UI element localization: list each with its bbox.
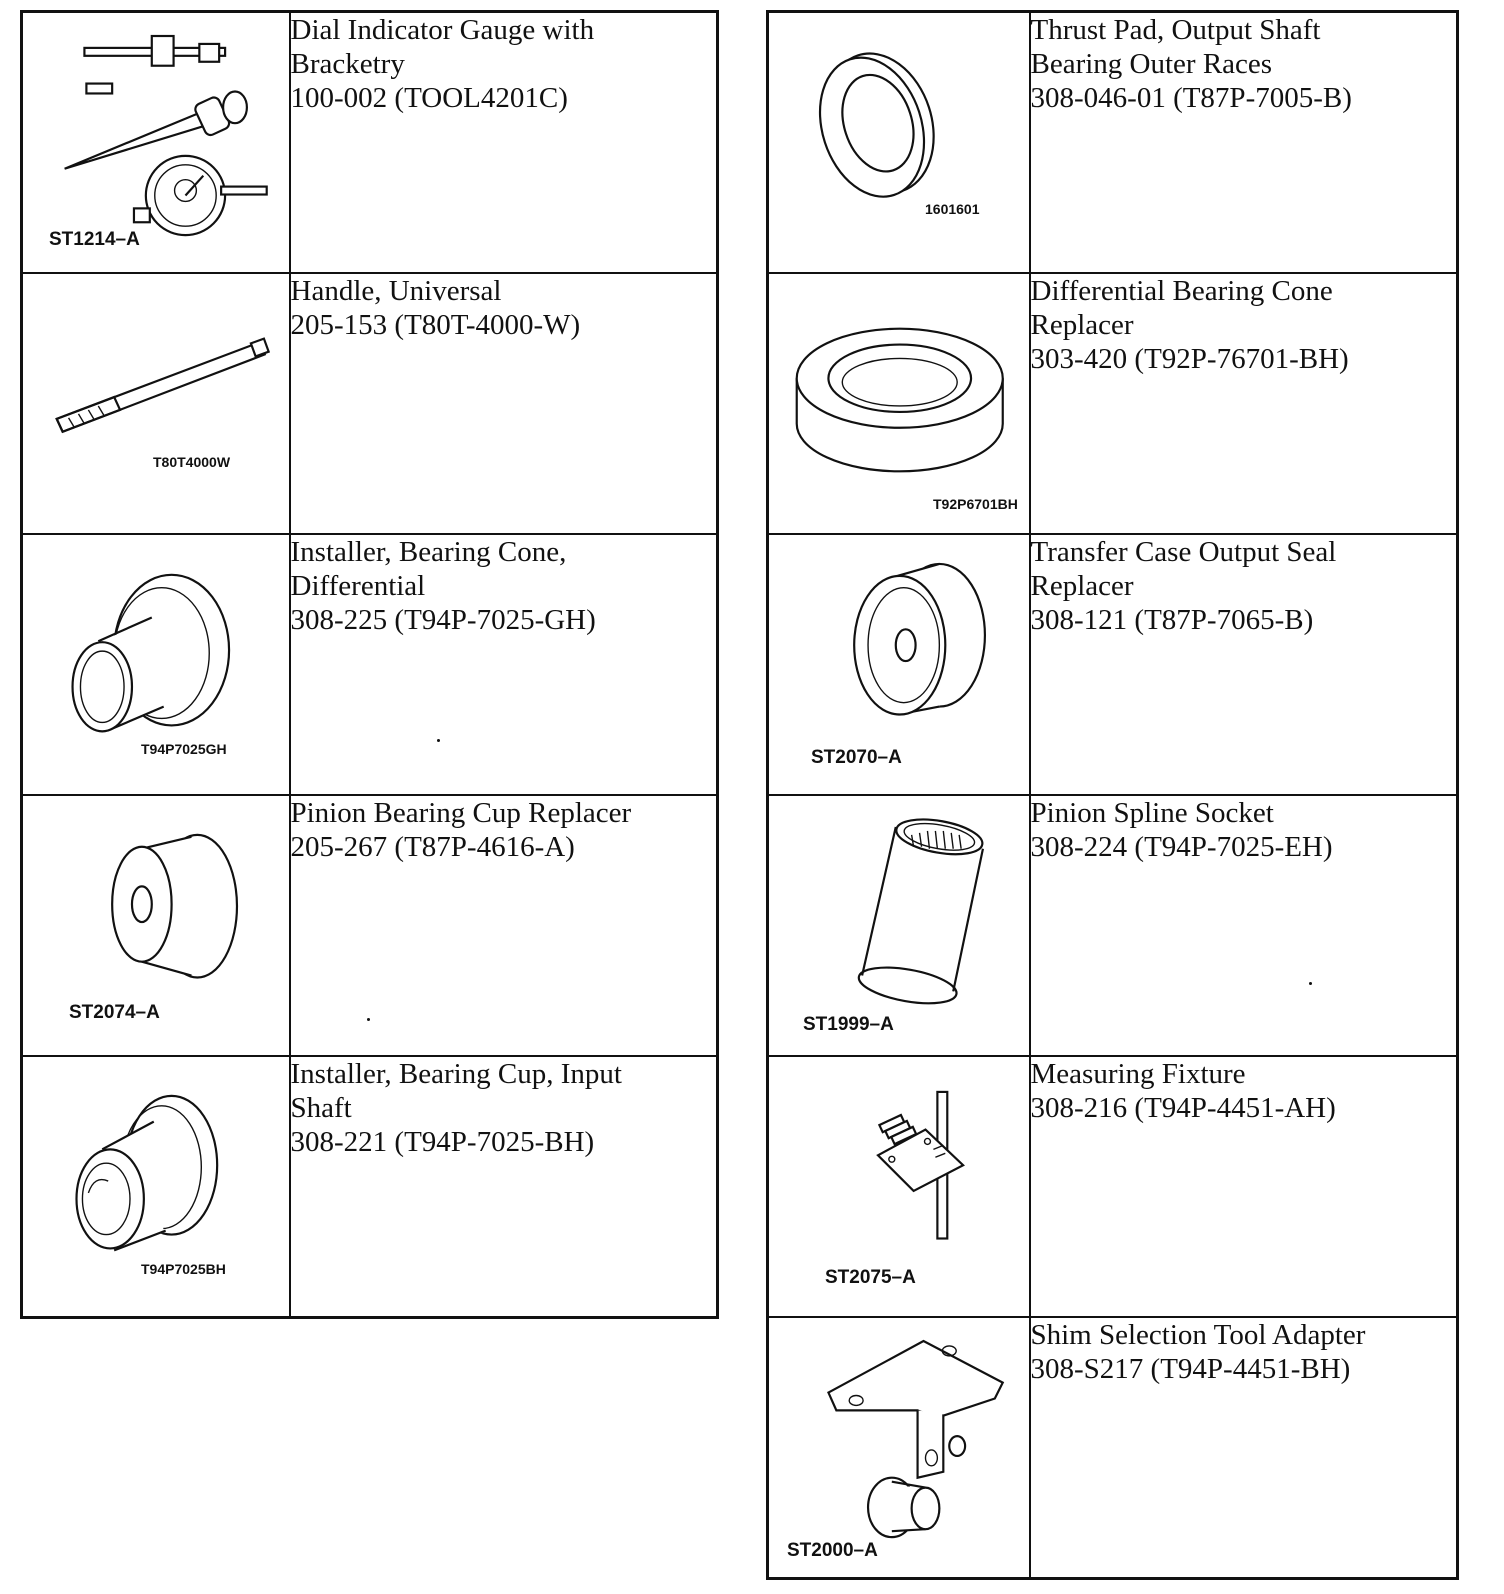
tool-code: ST2074–A [69, 1002, 160, 1023]
tool-number: 100-002 (TOOL4201C) [290, 82, 568, 114]
tool-number: 303-420 (T92P-76701-BH) [1030, 343, 1349, 375]
tool-name: Pinion Spline Socket [1030, 797, 1274, 829]
tool-row [768, 534, 1458, 795]
tool-row [22, 534, 718, 795]
speck [437, 739, 440, 742]
tool-code: T92P6701BH [933, 496, 1018, 512]
tool-description [1030, 1317, 1458, 1579]
tool-name: Shim Selection Tool Adapter [1030, 1319, 1366, 1351]
tool-description [290, 12, 718, 274]
tool-illustration-cell [768, 1317, 1030, 1579]
tool-name: Thrust Pad, Output Shaft Bearing Outer Races [1030, 14, 1321, 80]
tool-row [22, 12, 718, 274]
cone-replacer-icon [769, 274, 1029, 533]
speck [367, 1018, 370, 1021]
tool-description [1030, 12, 1458, 274]
shim-adapter-icon [769, 1318, 1029, 1577]
tool-row [768, 795, 1458, 1056]
tool-row [768, 1317, 1458, 1579]
tool-code: T80T4000W [153, 454, 231, 470]
tool-name: Measuring Fixture [1030, 1058, 1246, 1090]
tool-illustration-cell [768, 1056, 1030, 1317]
tool-row [768, 273, 1458, 534]
tool-description [1030, 273, 1458, 534]
tool-number: 205-267 (T87P-4616-A) [290, 831, 575, 863]
tool-illustration-cell [768, 273, 1030, 534]
tool-number: 308-225 (T94P-7025-GH) [290, 604, 596, 636]
tool-description [290, 1056, 718, 1318]
tool-illustration-cell [22, 795, 290, 1056]
tool-illustration-cell [22, 12, 290, 274]
bearing-cup-installer-icon [23, 1057, 289, 1316]
tool-description [1030, 534, 1458, 795]
tool-illustration-cell [22, 534, 290, 795]
tool-description [1030, 1056, 1458, 1317]
tool-code: ST1999–A [803, 1014, 894, 1035]
tool-name: Installer, Bearing Cone, Differential [290, 536, 567, 602]
tool-row [768, 12, 1458, 274]
tool-code: T94P7025BH [141, 1261, 226, 1277]
thrust-pad-icon [769, 13, 1029, 272]
tool-illustration-cell [22, 1056, 290, 1318]
tool-illustration-cell [22, 273, 290, 534]
tool-code: 1601601 [925, 201, 980, 217]
tool-name: Differential Bearing Cone Replacer [1030, 275, 1333, 341]
right-tool-table [766, 10, 1459, 1580]
tool-illustration-cell [768, 795, 1030, 1056]
tool-illustration-cell [768, 12, 1030, 274]
tool-name: Pinion Bearing Cup Replacer [290, 797, 632, 829]
tool-code: ST1214–A [49, 229, 140, 250]
left-tool-table [20, 10, 719, 1319]
tool-number: 308-224 (T94P-7025-EH) [1030, 831, 1333, 863]
tool-number: 308-046-01 (T87P-7005-B) [1030, 82, 1352, 114]
tool-number: 308-221 (T94P-7025-BH) [290, 1126, 595, 1158]
tool-number: 308-121 (T87P-7065-B) [1030, 604, 1314, 636]
tool-name: Handle, Universal [290, 275, 502, 307]
tool-row [22, 1056, 718, 1318]
tool-code: ST2070–A [811, 747, 902, 768]
tool-number: 308-216 (T94P-4451-AH) [1030, 1092, 1336, 1124]
tool-description [290, 273, 718, 534]
tool-row [22, 795, 718, 1056]
tool-description [290, 534, 718, 795]
tool-row [768, 1056, 1458, 1317]
tool-code: T94P7025GH [141, 741, 227, 757]
tool-name: Dial Indicator Gauge with Bracketry [290, 14, 595, 80]
tool-code: ST2075–A [825, 1267, 916, 1288]
tool-row [22, 273, 718, 534]
tool-number: 308-S217 (T94P-4451-BH) [1030, 1353, 1351, 1385]
tool-description [290, 795, 718, 1056]
speck [1309, 982, 1312, 985]
tool-name: Installer, Bearing Cup, Input Shaft [290, 1058, 622, 1124]
tool-number: 205-153 (T80T-4000-W) [290, 309, 581, 341]
tool-description [1030, 795, 1458, 1056]
universal-handle-icon [23, 274, 289, 533]
tool-code: ST2000–A [787, 1540, 878, 1561]
tool-illustration-cell [768, 534, 1030, 795]
tool-name: Transfer Case Output Seal Replacer [1030, 536, 1337, 602]
